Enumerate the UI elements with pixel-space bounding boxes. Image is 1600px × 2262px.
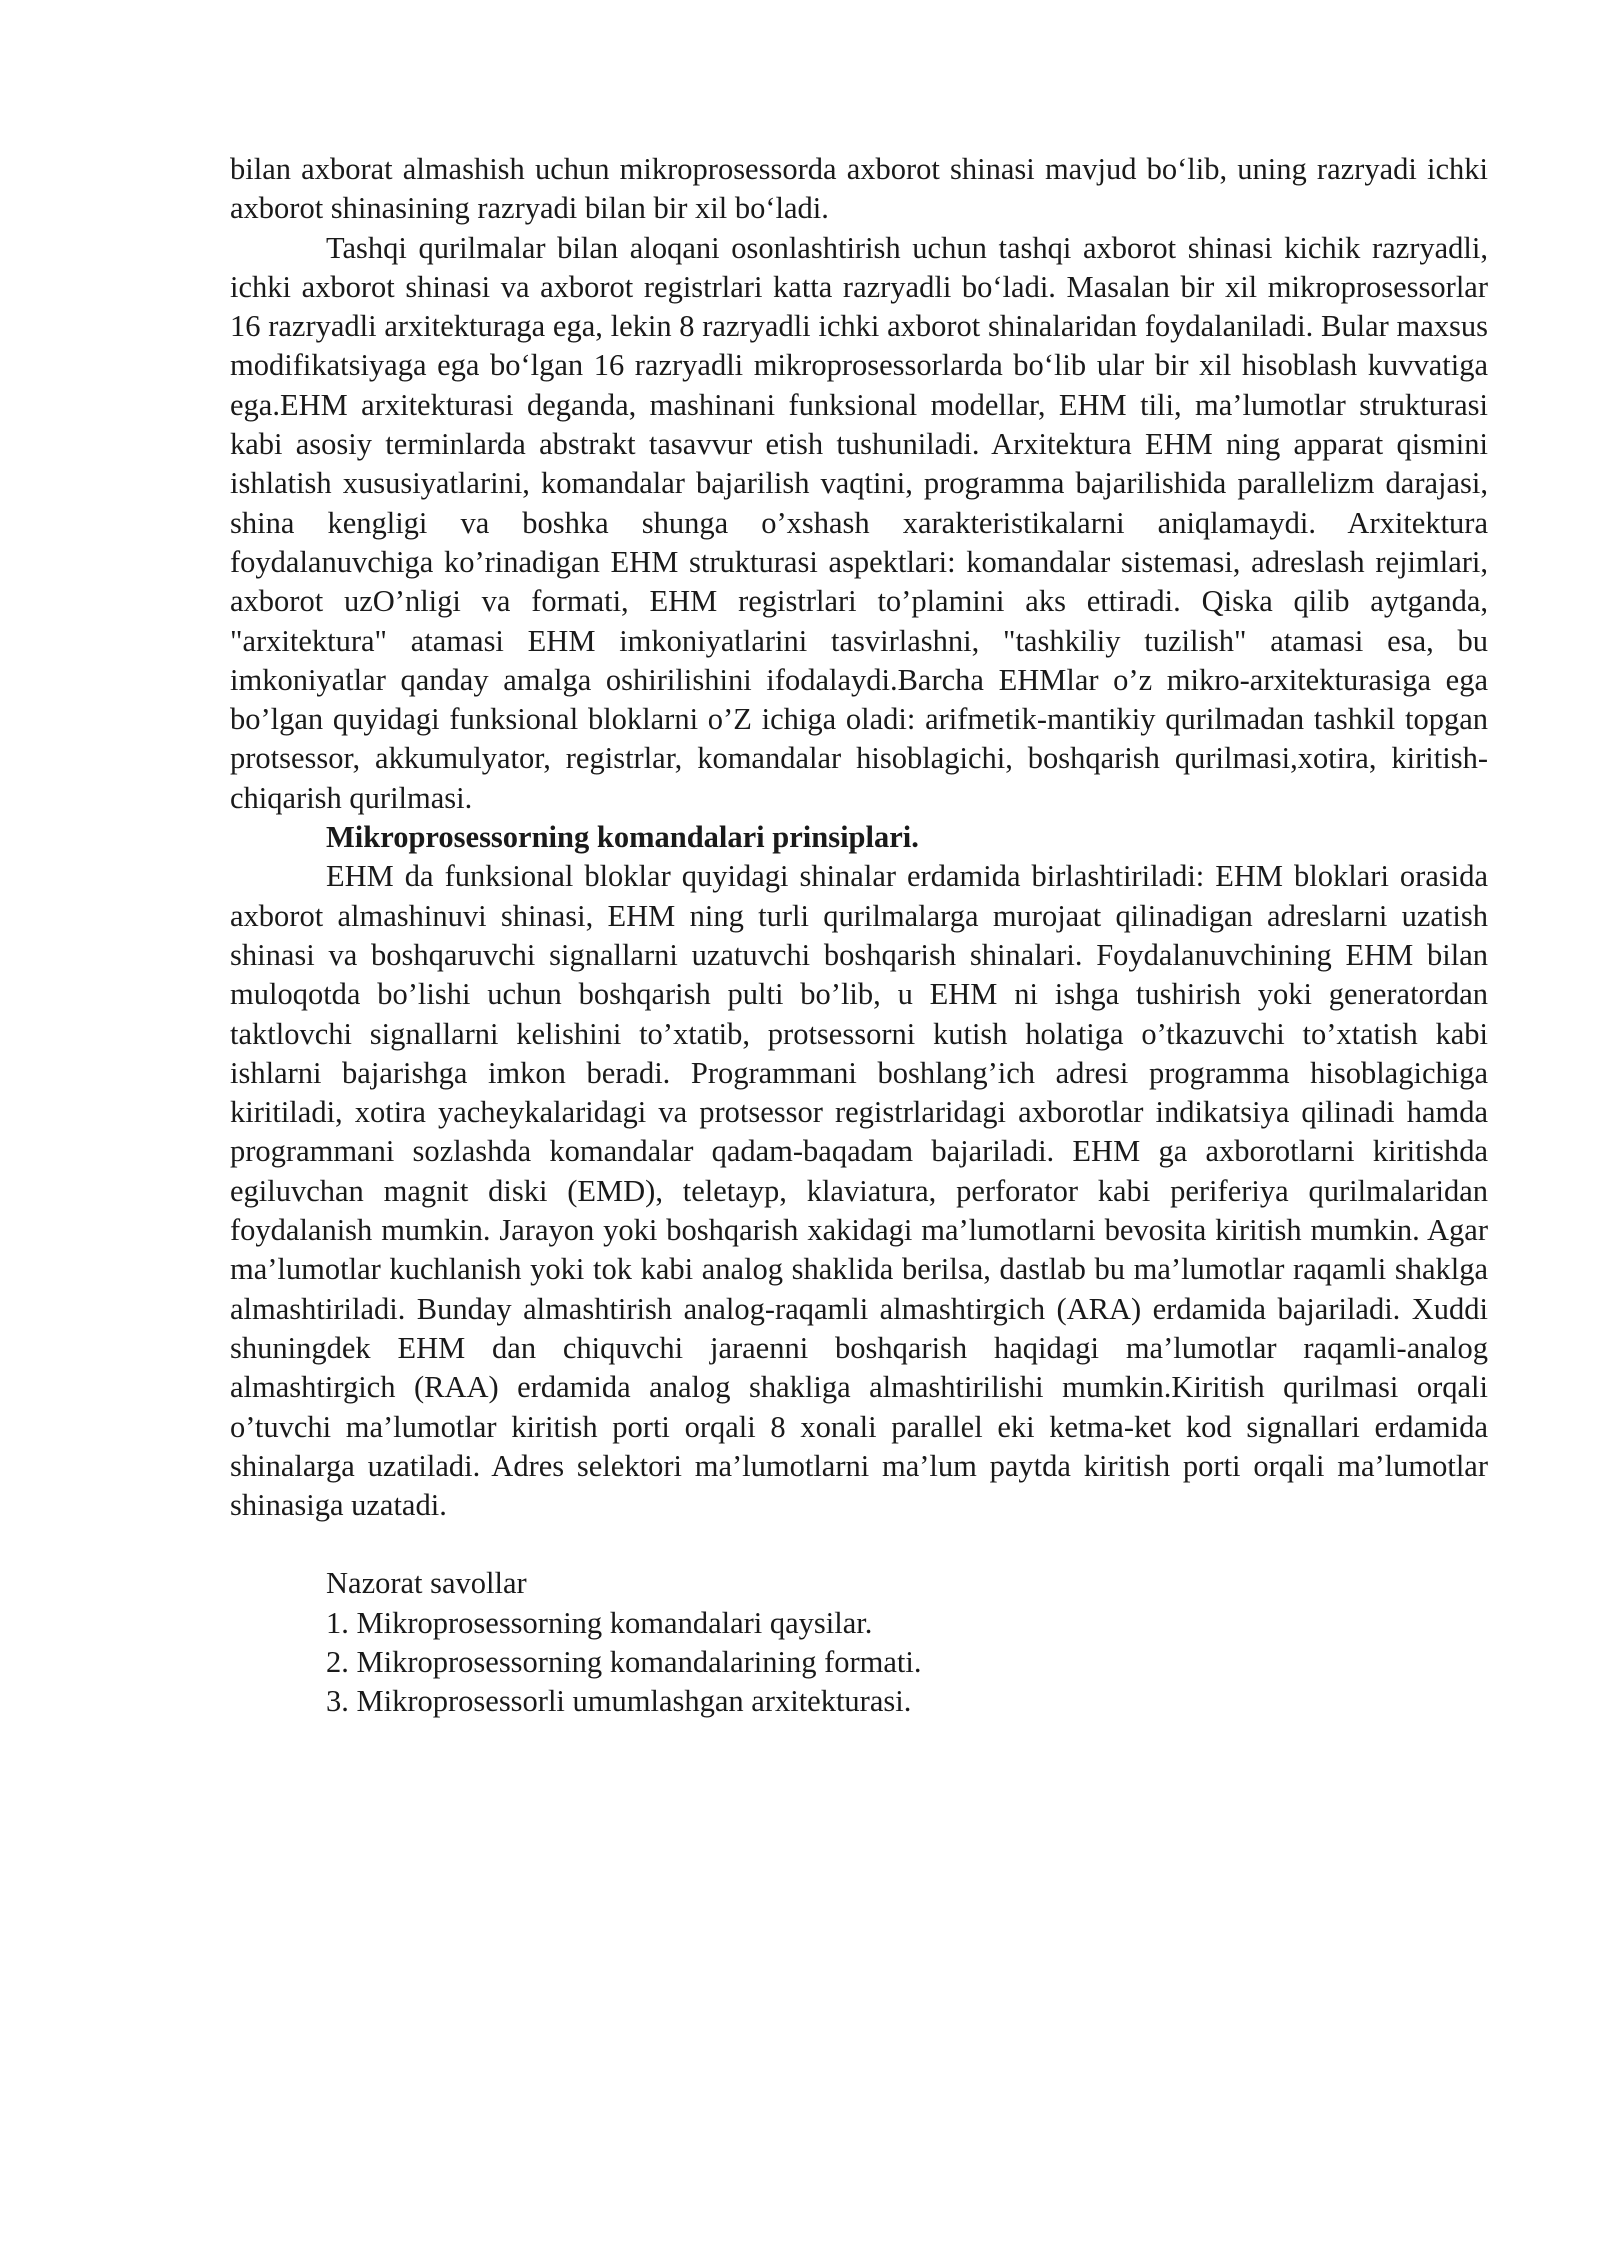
question-item-1: 1. Mikroprosessorning komandalari qaysilar. bbox=[326, 1605, 873, 1640]
question-item-2: 2. Mikroprosessorning komandalarining formati. bbox=[326, 1644, 922, 1679]
paragraph-ehm-funksional-bloklar: EHM da funksional bloklar quyidagi shinalar erdamida birlashtiriladi: EHM bloklari orasida axborot almashinuvi shinasi, EHM ning turli qurilmalarga murojaat qilinadigan adreslarni uzatish shinasi va boshqaruvchi signallarni uzatuvchi boshqarish shinalari. Foydalanuvchining EHM bilan muloqotda bo’lishi uchun boshqarish pulti bo’lib, u EHM ni ishga tushirish yoki generatordan taktlovchi signallarni kelishini to’xtatib, protsessorni kutish holatiga o’tkazuvchi to’xtatish kabi ishlarni bajarishga imkon beradi. Programmani boshlang’ich adresi programma hisoblagichiga kiritiladi, xotira yacheykalaridagi va protsessor registrlaridagi axborotlar indikatsiya qilinadi hamda programmani sozlashda komandalar qadam-baqadam bajariladi. EHM ga axborotlarni kiritishda egiluvchan magnit diski (EMD), teletayp, klaviatura, perforator kabi periferiya qurilmalaridan foydalanish mumkin. Jarayon yoki boshqarish xakidagi ma’lumotlarni bevosita kiritish mumkin. Agar ma’lumotlar kuchlanish yoki tok kabi analog shaklida berilsa, dastlab bu ma’lumotlar raqamli shaklga almashtiriladi. Bunday almashtirish analog-raqamli almashtirgich (ARA) erdamida bajariladi. Xuddi shuningdek EHM dan chiquvchi jaraenni boshqarish haqidagi ma’lumotlar raqamli-analog almashtirgich (RAA) erdamida analog shakliga almashtirilishi mumkin.Kiritish qurilmasi orqali o’tuvchi ma’lumotlar kiritish porti orqali 8 xonali parallel eki ketma-ket kod signallari erdamida shinalarga uzatiladi. Adres selektori ma’lumotlarni ma’lum paytda kiritish porti orqali ma’lumotlar shinasiga uzatadi. bbox=[230, 859, 1488, 1523]
questions-title: Nazorat savollar bbox=[326, 1566, 527, 1601]
paragraph-continued: bilan axborat almashish uchun mikroprosessorda axborot shinasi mavjud bo‘lib, uning razryadi ichki axborot shinasining razryadi bilan bir xil bo‘ladi. bbox=[230, 152, 1488, 226]
question-item-3: 3. Mikroprosessorli umumlashgan arxitekturasi. bbox=[326, 1684, 912, 1719]
control-questions bbox=[230, 1564, 1488, 1721]
paragraph-tashqi-qurilmalar: Tashqi qurilmalar bilan aloqani osonlashtirish uchun tashqi axborot shinasi kichik razryadli, ichki axborot shinasi va axborot registrlari katta razryadli bo‘ladi. Masalan bir xil mikroprosessorlar 16 razryadli arxitekturaga ega, lekin 8 razryadli ichki axborot shinalaridan foydalaniladi. Bular maxsus modifikatsiyaga ega bo‘lgan 16 razryadli mikroprosessorlarda bo‘lib ular bir xil hisoblash kuvvatiga ega.EHM arxitekturasi deganda, mashinani funksional modellar, EHM tili, ma’lumotlar strukturasi kabi asosiy terminlarda abstrakt tasavvur etish tushuniladi. Arxitektura EHM ning apparat qismini ishlatish xususiyatlarini, komandalar bajarilish vaqtini, programma bajarilishida parallelizm darajasi, shina kengligi va boshka shunga o’xshash xarakteristikalarni aniqlamaydi. Arxitektura foydalanuvchiga ko’rinadigan EHM strukturasi aspektlari: komandalar sistemasi, adreslash rejimlari, axborot uzO’nligi va formati, EHM registrlari to’plamini aks ettiradi. Qiska qilib aytganda, "arxitektura" atamasi EHM imkoniyatlarini tasvirlashni, "tashkiliy tuzilish" atamasi esa, bu imkoniyatlar qanday amalga oshirilishini ifodalaydi.Barcha EHMlar o’z mikro-arxitekturasiga ega bo’lgan quyidagi funksional bloklarni o’Z ichiga oladi: arifmetik-mantikiy qurilmadan tashkil topgan protsessor, akkumulyator, registrlar, komandalar hisoblagichi, boshqarish qurilmasi,xotira, kiritish-chiqarish qurilmasi. bbox=[230, 230, 1488, 815]
section-heading: Mikroprosessorning komandalari prinsiplari. bbox=[326, 820, 919, 855]
document-body bbox=[230, 150, 1488, 1722]
